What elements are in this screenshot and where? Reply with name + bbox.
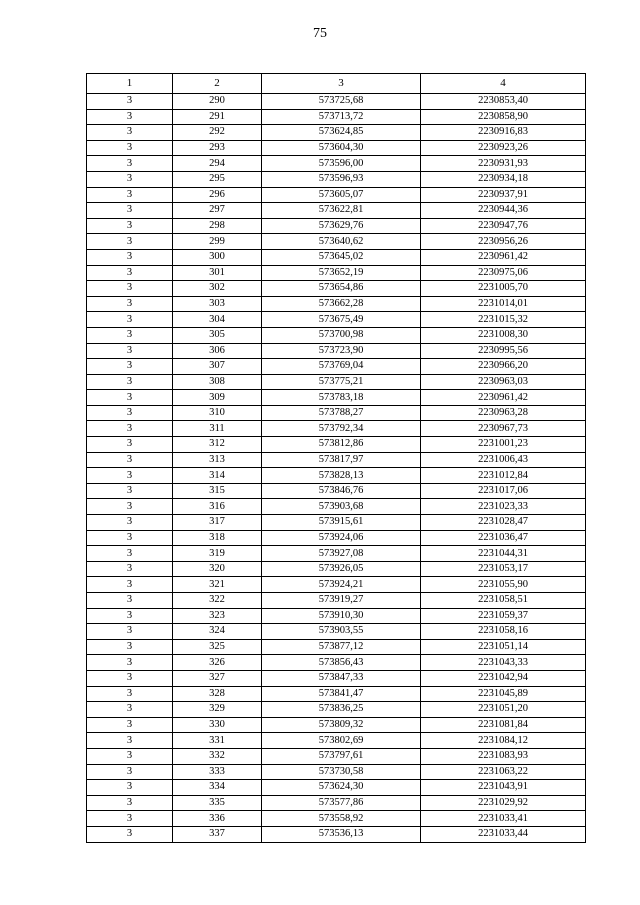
x-coordinate-cell: 573841,47 <box>262 686 421 702</box>
y-coordinate-cell: 2231045,89 <box>421 686 586 702</box>
zone-cell: 3 <box>87 374 173 390</box>
point-number-cell: 322 <box>173 593 262 609</box>
point-number-cell: 309 <box>173 390 262 406</box>
y-coordinate-cell: 2231058,51 <box>421 593 586 609</box>
x-coordinate-cell: 573775,21 <box>262 374 421 390</box>
table-row <box>87 421 586 437</box>
point-number-cell: 318 <box>173 530 262 546</box>
zone-cell: 3 <box>87 390 173 406</box>
point-number-cell: 326 <box>173 655 262 671</box>
x-coordinate-cell: 573605,07 <box>262 187 421 203</box>
x-coordinate-cell: 573622,81 <box>262 203 421 219</box>
y-coordinate-cell: 2231043,91 <box>421 780 586 796</box>
point-number-cell: 301 <box>173 265 262 281</box>
point-number-cell: 307 <box>173 359 262 375</box>
point-number-cell: 313 <box>173 452 262 468</box>
zone-cell: 3 <box>87 608 173 624</box>
zone-cell: 3 <box>87 795 173 811</box>
point-number-cell: 297 <box>173 203 262 219</box>
y-coordinate-cell: 2231059,37 <box>421 608 586 624</box>
table-row <box>87 561 586 577</box>
table-row <box>87 140 586 156</box>
point-number-cell: 302 <box>173 281 262 297</box>
zone-cell: 3 <box>87 109 173 125</box>
point-number-cell: 335 <box>173 795 262 811</box>
x-coordinate-cell: 573924,06 <box>262 530 421 546</box>
table-row <box>87 780 586 796</box>
zone-cell: 3 <box>87 499 173 515</box>
zone-cell: 3 <box>87 312 173 328</box>
coordinates-table <box>86 73 586 843</box>
table-row <box>87 670 586 686</box>
table-row <box>87 249 586 265</box>
x-coordinate-cell: 573624,85 <box>262 125 421 141</box>
table-row <box>87 171 586 187</box>
x-coordinate-cell: 573802,69 <box>262 733 421 749</box>
point-number-cell: 337 <box>173 826 262 842</box>
x-coordinate-cell: 573783,18 <box>262 390 421 406</box>
y-coordinate-cell: 2231012,84 <box>421 468 586 484</box>
x-coordinate-cell: 573596,93 <box>262 171 421 187</box>
zone-cell: 3 <box>87 515 173 531</box>
zone-cell: 3 <box>87 218 173 234</box>
point-number-cell: 334 <box>173 780 262 796</box>
y-coordinate-cell: 2231083,93 <box>421 748 586 764</box>
x-coordinate-cell: 573675,49 <box>262 312 421 328</box>
table-row <box>87 437 586 453</box>
table-row <box>87 639 586 655</box>
table-row <box>87 702 586 718</box>
zone-cell: 3 <box>87 561 173 577</box>
zone-cell: 3 <box>87 624 173 640</box>
x-coordinate-cell: 573903,55 <box>262 624 421 640</box>
y-coordinate-cell: 2230961,42 <box>421 390 586 406</box>
y-coordinate-cell: 2231043,33 <box>421 655 586 671</box>
y-coordinate-cell: 2230934,18 <box>421 171 586 187</box>
table-row <box>87 390 586 406</box>
point-number-cell: 319 <box>173 546 262 562</box>
y-coordinate-cell: 2231023,33 <box>421 499 586 515</box>
zone-cell: 3 <box>87 748 173 764</box>
table-row <box>87 125 586 141</box>
x-coordinate-cell: 573645,02 <box>262 249 421 265</box>
zone-cell: 3 <box>87 94 173 110</box>
x-coordinate-cell: 573700,98 <box>262 327 421 343</box>
x-coordinate-cell: 573596,00 <box>262 156 421 172</box>
point-number-cell: 314 <box>173 468 262 484</box>
table-row <box>87 499 586 515</box>
point-number-cell: 323 <box>173 608 262 624</box>
table-row <box>87 624 586 640</box>
point-number-cell: 300 <box>173 249 262 265</box>
x-coordinate-cell: 573926,05 <box>262 561 421 577</box>
y-coordinate-cell: 2231051,14 <box>421 639 586 655</box>
point-number-cell: 320 <box>173 561 262 577</box>
zone-cell: 3 <box>87 733 173 749</box>
x-coordinate-cell: 573769,04 <box>262 359 421 375</box>
x-coordinate-cell: 573654,86 <box>262 281 421 297</box>
zone-cell: 3 <box>87 670 173 686</box>
table-row <box>87 296 586 312</box>
y-coordinate-cell: 2231017,06 <box>421 483 586 499</box>
x-coordinate-cell: 573847,33 <box>262 670 421 686</box>
x-coordinate-cell: 573788,27 <box>262 405 421 421</box>
point-number-cell: 317 <box>173 515 262 531</box>
y-coordinate-cell: 2230963,28 <box>421 405 586 421</box>
zone-cell: 3 <box>87 156 173 172</box>
y-coordinate-cell: 2230853,40 <box>421 94 586 110</box>
x-coordinate-cell: 573730,58 <box>262 764 421 780</box>
point-number-cell: 295 <box>173 171 262 187</box>
table-row <box>87 281 586 297</box>
zone-cell: 3 <box>87 281 173 297</box>
y-coordinate-cell: 2231028,47 <box>421 515 586 531</box>
x-coordinate-cell: 573725,68 <box>262 94 421 110</box>
x-coordinate-cell: 573915,61 <box>262 515 421 531</box>
x-coordinate-cell: 573828,13 <box>262 468 421 484</box>
table-row <box>87 795 586 811</box>
point-number-cell: 305 <box>173 327 262 343</box>
page-number: 75 <box>313 26 327 41</box>
table-row <box>87 265 586 281</box>
zone-cell: 3 <box>87 811 173 827</box>
table-row <box>87 546 586 562</box>
y-coordinate-cell: 2230963,03 <box>421 374 586 390</box>
x-coordinate-cell: 573792,34 <box>262 421 421 437</box>
y-coordinate-cell: 2231001,23 <box>421 437 586 453</box>
zone-cell: 3 <box>87 203 173 219</box>
y-coordinate-cell: 2231033,41 <box>421 811 586 827</box>
point-number-cell: 311 <box>173 421 262 437</box>
y-coordinate-cell: 2230937,91 <box>421 187 586 203</box>
x-coordinate-cell: 573558,92 <box>262 811 421 827</box>
x-coordinate-cell: 573919,27 <box>262 593 421 609</box>
point-number-cell: 294 <box>173 156 262 172</box>
x-coordinate-cell: 573624,30 <box>262 780 421 796</box>
y-coordinate-cell: 2230975,06 <box>421 265 586 281</box>
zone-cell: 3 <box>87 655 173 671</box>
y-coordinate-cell: 2231005,70 <box>421 281 586 297</box>
zone-cell: 3 <box>87 452 173 468</box>
x-coordinate-cell: 573713,72 <box>262 109 421 125</box>
zone-cell: 3 <box>87 780 173 796</box>
zone-cell: 3 <box>87 483 173 499</box>
zone-cell: 3 <box>87 546 173 562</box>
point-number-cell: 324 <box>173 624 262 640</box>
zone-cell: 3 <box>87 593 173 609</box>
table-row <box>87 530 586 546</box>
x-coordinate-cell: 573836,25 <box>262 702 421 718</box>
point-number-cell: 292 <box>173 125 262 141</box>
x-coordinate-cell: 573604,30 <box>262 140 421 156</box>
y-coordinate-cell: 2230916,83 <box>421 125 586 141</box>
table-row <box>87 94 586 110</box>
x-coordinate-cell: 573577,86 <box>262 795 421 811</box>
x-coordinate-cell: 573924,21 <box>262 577 421 593</box>
table-row <box>87 764 586 780</box>
y-coordinate-cell: 2231044,31 <box>421 546 586 562</box>
table-row <box>87 593 586 609</box>
zone-cell: 3 <box>87 343 173 359</box>
point-number-cell: 332 <box>173 748 262 764</box>
zone-cell: 3 <box>87 234 173 250</box>
y-coordinate-cell: 2231058,16 <box>421 624 586 640</box>
x-coordinate-cell: 573652,19 <box>262 265 421 281</box>
point-number-cell: 312 <box>173 437 262 453</box>
table-row <box>87 343 586 359</box>
x-coordinate-cell: 573877,12 <box>262 639 421 655</box>
table-row <box>87 483 586 499</box>
point-number-cell: 296 <box>173 187 262 203</box>
table-row <box>87 187 586 203</box>
point-number-cell: 303 <box>173 296 262 312</box>
point-number-cell: 298 <box>173 218 262 234</box>
zone-cell: 3 <box>87 265 173 281</box>
table-row <box>87 374 586 390</box>
x-coordinate-cell: 573809,32 <box>262 717 421 733</box>
zone-cell: 3 <box>87 249 173 265</box>
x-coordinate-cell: 573846,76 <box>262 483 421 499</box>
point-number-cell: 299 <box>173 234 262 250</box>
y-coordinate-cell: 2231029,92 <box>421 795 586 811</box>
point-number-cell: 293 <box>173 140 262 156</box>
point-number-cell: 316 <box>173 499 262 515</box>
y-coordinate-cell: 2230961,42 <box>421 249 586 265</box>
y-coordinate-cell: 2231014,01 <box>421 296 586 312</box>
point-number-cell: 329 <box>173 702 262 718</box>
table-row <box>87 468 586 484</box>
table-row <box>87 312 586 328</box>
point-number-cell: 308 <box>173 374 262 390</box>
table-row <box>87 686 586 702</box>
y-coordinate-cell: 2230967,73 <box>421 421 586 437</box>
table-body <box>87 94 586 843</box>
table-row <box>87 203 586 219</box>
point-number-cell: 333 <box>173 764 262 780</box>
zone-cell: 3 <box>87 327 173 343</box>
y-coordinate-cell: 2230947,76 <box>421 218 586 234</box>
table-row <box>87 327 586 343</box>
y-coordinate-cell: 2231008,30 <box>421 327 586 343</box>
point-number-cell: 310 <box>173 405 262 421</box>
table-header <box>87 74 586 94</box>
y-coordinate-cell: 2231033,44 <box>421 826 586 842</box>
zone-cell: 3 <box>87 530 173 546</box>
table-row <box>87 811 586 827</box>
zone-cell: 3 <box>87 405 173 421</box>
y-coordinate-cell: 2231055,90 <box>421 577 586 593</box>
table-row <box>87 608 586 624</box>
y-coordinate-cell: 2230923,26 <box>421 140 586 156</box>
table-row <box>87 655 586 671</box>
point-number-cell: 330 <box>173 717 262 733</box>
zone-cell: 3 <box>87 437 173 453</box>
zone-cell: 3 <box>87 468 173 484</box>
y-coordinate-cell: 2231042,94 <box>421 670 586 686</box>
y-coordinate-cell: 2230956,26 <box>421 234 586 250</box>
y-coordinate-cell: 2231051,20 <box>421 702 586 718</box>
y-coordinate-cell: 2230931,93 <box>421 156 586 172</box>
point-number-cell: 304 <box>173 312 262 328</box>
y-coordinate-cell: 2230944,36 <box>421 203 586 219</box>
zone-cell: 3 <box>87 171 173 187</box>
point-number-cell: 290 <box>173 94 262 110</box>
header-cell-3: 3 <box>262 74 421 94</box>
y-coordinate-cell: 2231006,43 <box>421 452 586 468</box>
y-coordinate-cell: 2231015,32 <box>421 312 586 328</box>
x-coordinate-cell: 573812,86 <box>262 437 421 453</box>
point-number-cell: 331 <box>173 733 262 749</box>
point-number-cell: 336 <box>173 811 262 827</box>
table-row <box>87 452 586 468</box>
table-row <box>87 717 586 733</box>
y-coordinate-cell: 2231084,12 <box>421 733 586 749</box>
table-row <box>87 515 586 531</box>
table-row <box>87 359 586 375</box>
x-coordinate-cell: 573817,97 <box>262 452 421 468</box>
y-coordinate-cell: 2231036,47 <box>421 530 586 546</box>
header-cell-1: 1 <box>87 74 173 94</box>
table-row <box>87 234 586 250</box>
table-row <box>87 748 586 764</box>
zone-cell: 3 <box>87 296 173 312</box>
table-row <box>87 109 586 125</box>
table-row <box>87 733 586 749</box>
x-coordinate-cell: 573797,61 <box>262 748 421 764</box>
header-cell-4: 4 <box>421 74 586 94</box>
x-coordinate-cell: 573629,76 <box>262 218 421 234</box>
y-coordinate-cell: 2230858,90 <box>421 109 586 125</box>
table-row <box>87 156 586 172</box>
zone-cell: 3 <box>87 639 173 655</box>
x-coordinate-cell: 573723,90 <box>262 343 421 359</box>
zone-cell: 3 <box>87 140 173 156</box>
zone-cell: 3 <box>87 359 173 375</box>
zone-cell: 3 <box>87 826 173 842</box>
zone-cell: 3 <box>87 187 173 203</box>
zone-cell: 3 <box>87 577 173 593</box>
header-cell-2: 2 <box>173 74 262 94</box>
y-coordinate-cell: 2231063,22 <box>421 764 586 780</box>
zone-cell: 3 <box>87 125 173 141</box>
zone-cell: 3 <box>87 717 173 733</box>
x-coordinate-cell: 573856,43 <box>262 655 421 671</box>
x-coordinate-cell: 573910,30 <box>262 608 421 624</box>
table-row <box>87 577 586 593</box>
table-row <box>87 218 586 234</box>
y-coordinate-cell: 2231081,84 <box>421 717 586 733</box>
x-coordinate-cell: 573903,68 <box>262 499 421 515</box>
y-coordinate-cell: 2230966,20 <box>421 359 586 375</box>
y-coordinate-cell: 2230995,56 <box>421 343 586 359</box>
point-number-cell: 306 <box>173 343 262 359</box>
point-number-cell: 321 <box>173 577 262 593</box>
x-coordinate-cell: 573536,13 <box>262 826 421 842</box>
point-number-cell: 328 <box>173 686 262 702</box>
y-coordinate-cell: 2231053,17 <box>421 561 586 577</box>
point-number-cell: 315 <box>173 483 262 499</box>
point-number-cell: 325 <box>173 639 262 655</box>
header-row <box>87 74 586 94</box>
zone-cell: 3 <box>87 686 173 702</box>
x-coordinate-cell: 573927,08 <box>262 546 421 562</box>
table-row <box>87 405 586 421</box>
zone-cell: 3 <box>87 764 173 780</box>
table-row <box>87 826 586 842</box>
point-number-cell: 327 <box>173 670 262 686</box>
point-number-cell: 291 <box>173 109 262 125</box>
zone-cell: 3 <box>87 702 173 718</box>
x-coordinate-cell: 573640,62 <box>262 234 421 250</box>
x-coordinate-cell: 573662,28 <box>262 296 421 312</box>
zone-cell: 3 <box>87 421 173 437</box>
